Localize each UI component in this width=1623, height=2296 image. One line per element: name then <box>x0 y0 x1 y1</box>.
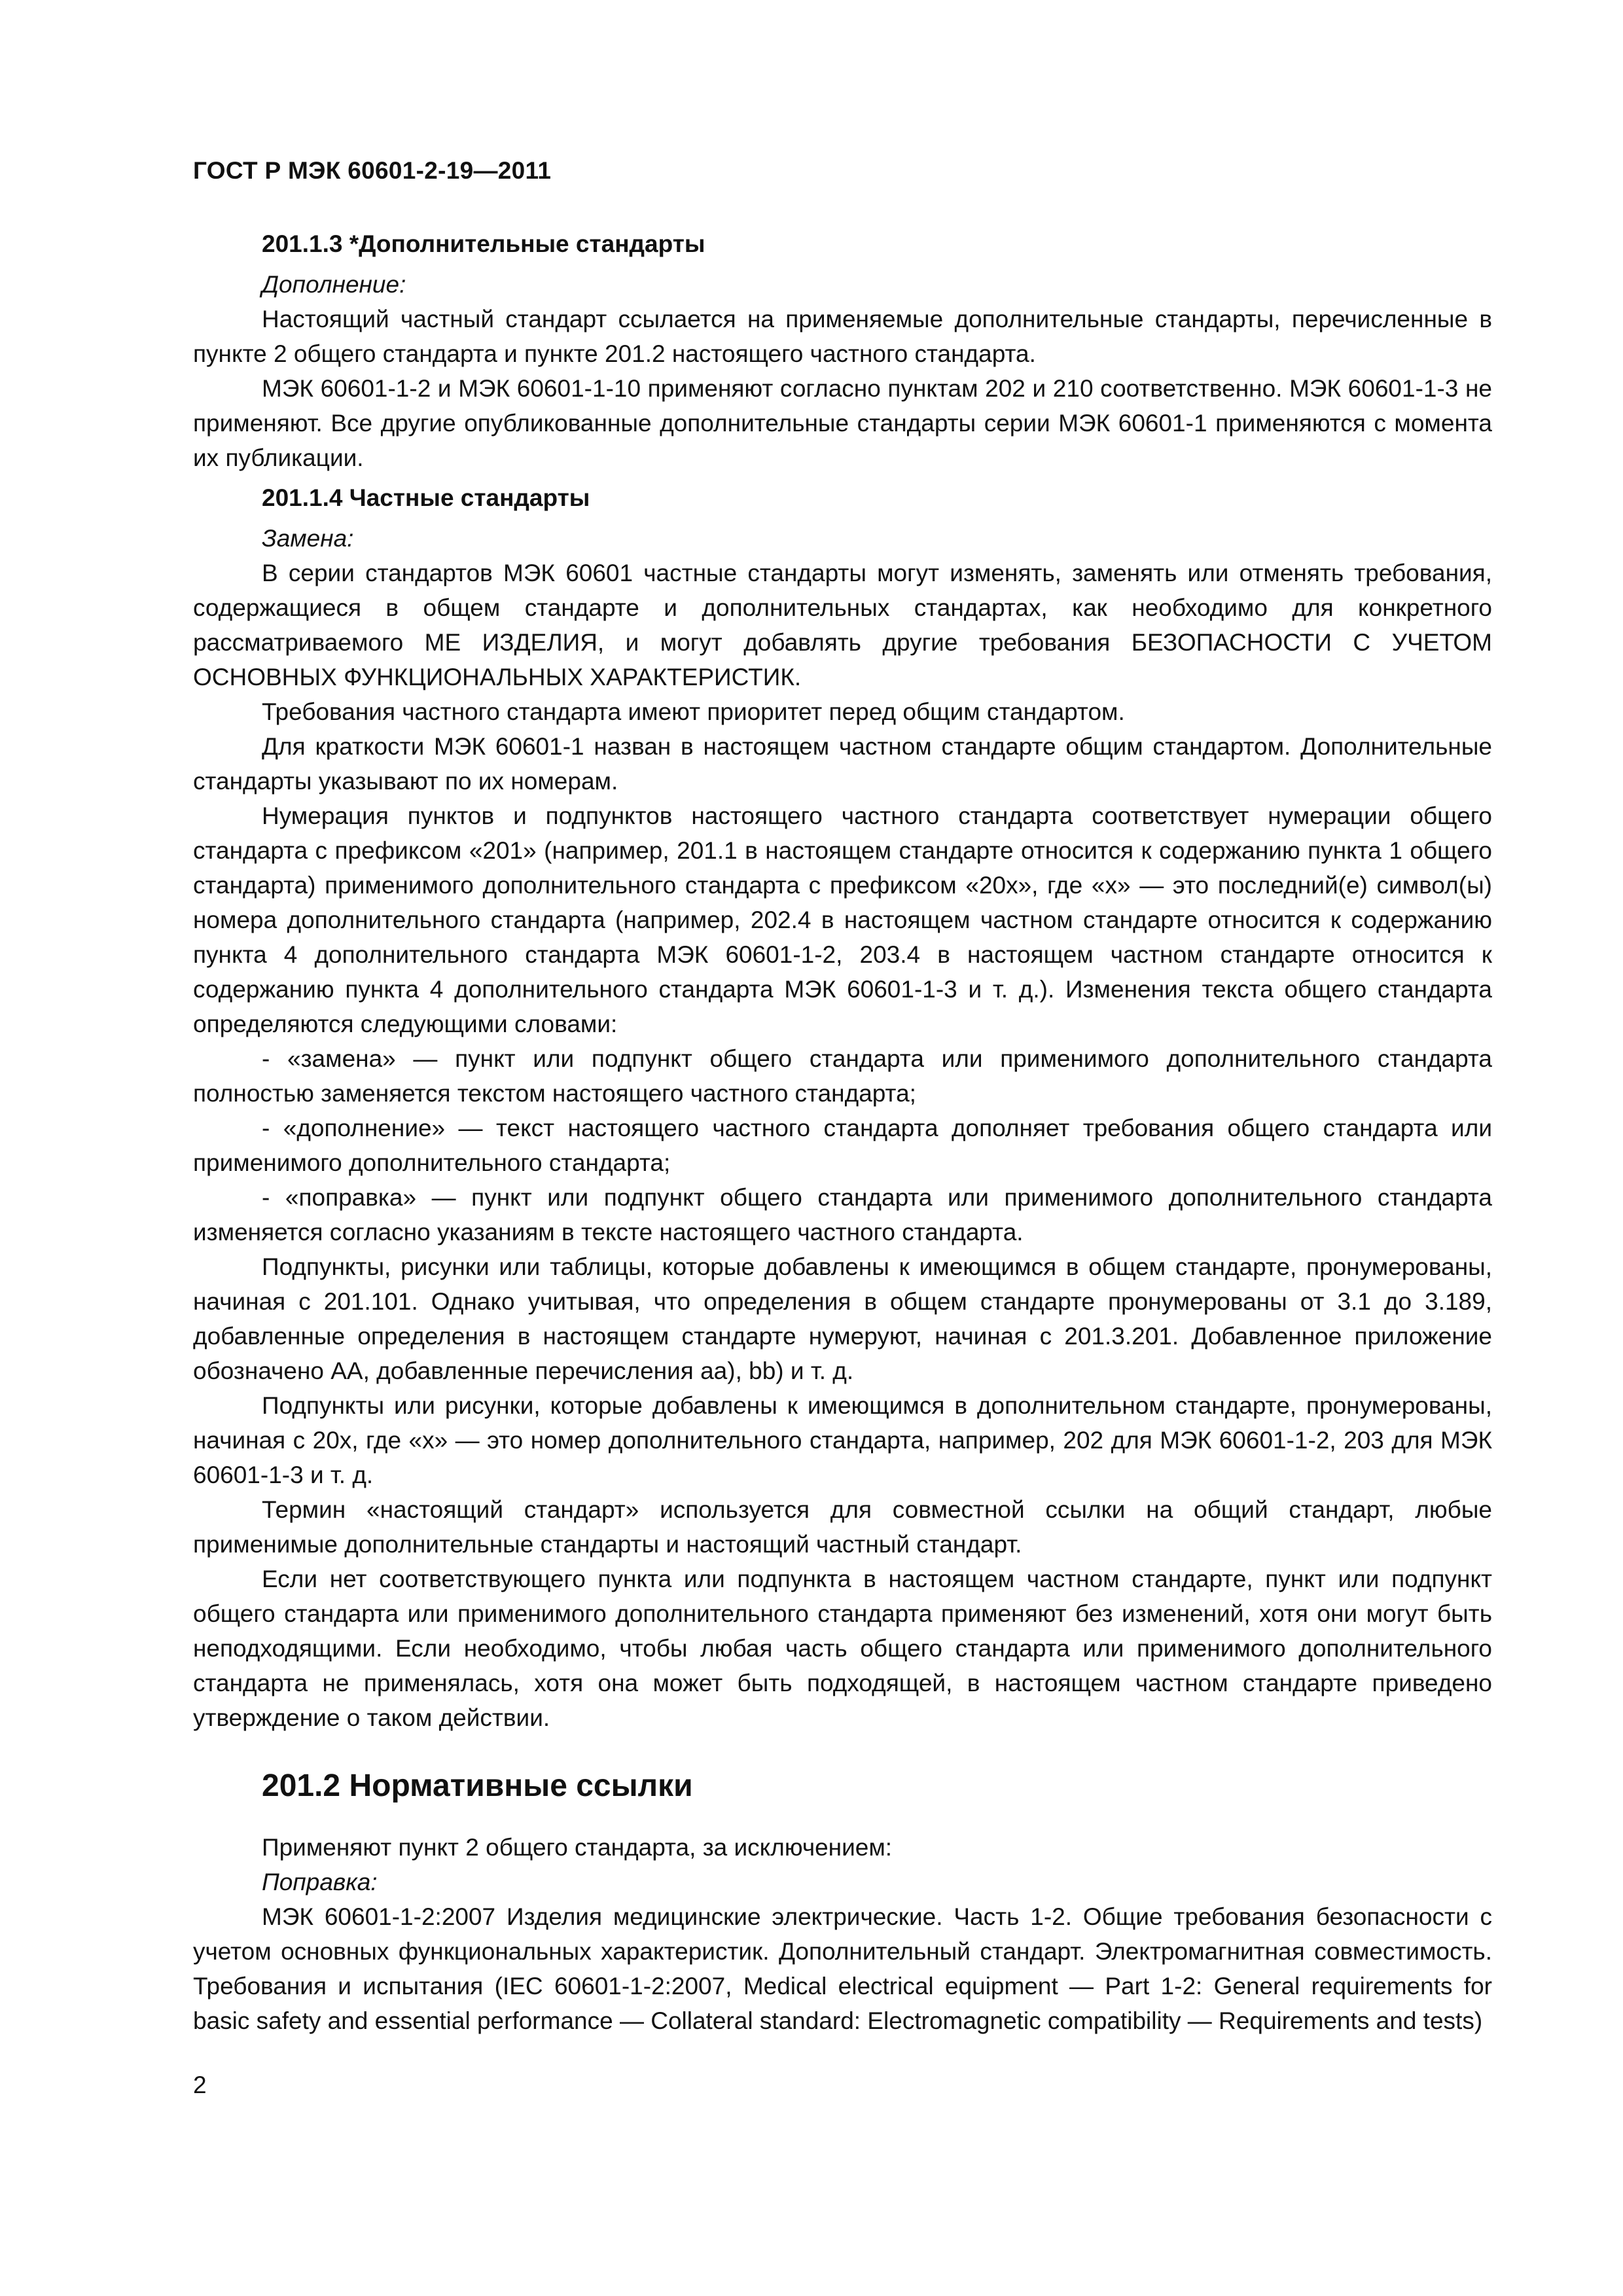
section-201-1-3-paragraph-2: МЭК 60601-1-2 и МЭК 60601-1-10 применяют согласно пунктам 202 и 210 соответственно. МЭК 60601-1-3 не применяют. Все другие опубликованные дополнительные стандарты серии МЭК 60601-1 применяются с момента их публикации. <box>193 375 1492 471</box>
section-201-2-label: Поправка: <box>262 1869 378 1895</box>
section-201-1-4-title: 201.1.4 Частные стандарты <box>262 484 590 511</box>
section-201-1-3-title: 201.1.3 *Дополнительные стандарты <box>262 230 705 257</box>
section-201-1-4-paragraph-8: Если нет соответствующего пункта или подпункта в настоящем частном стандарте, пункт или подпункт общего стандарта или применимого дополнительного стандарта применяют без изменений, хотя они могут быть неподходящими. Если необходимо, чтобы любая часть общего стандарта или применимого дополнительного стандарта не применялась, хотя она может быть подходящей, в настоящем частном стандарте приведено утверждение о таком действии. <box>193 1566 1492 1731</box>
page-number: 2 <box>193 2072 207 2098</box>
section-201-1-4-paragraph-7: Термин «настоящий стандарт» используется для совместной ссылки на общий стандарт, любые применимые дополнительные стандарты и настоящий частный стандарт. <box>193 1496 1492 1558</box>
section-201-1-4-paragraph-5: Подпункты, рисунки или таблицы, которые добавлены к имеющимся в общем стандарте, пронумерованы, начиная с 201.101. Однако учитывая, что определения в общем стандарте пронумерованы от 3.1 до 3.189, добавленные определения в настоящем стандарте нумеруют, начиная с 201.3.201. Добавленное приложение обозначено АА, добавленные перечисления аа), bb) и т. д. <box>193 1253 1492 1384</box>
section-201-1-4-paragraph-1: В серии стандартов МЭК 60601 частные стандарты могут изменять, заменять или отменять требования, содержащиеся в общем стандарте и дополнительных стандартах, как необходимо для конкретного рассматриваемого МЕ ИЗДЕЛИЯ, и могут добавлять другие требования БЕЗОПАСНОСТИ С УЧЕТОМ ОСНОВНЫХ ФУНКЦИОНАЛЬНЫХ ХАРАКТЕРИСТИК. <box>193 560 1492 691</box>
list-item-amendment: - «поправка» — пункт или подпункт общего стандарта или применимого дополнительного стандарта изменяется согласно указаниям в тексте настоящего частного стандарта. <box>193 1184 1492 1246</box>
document-id-header: ГОСТ Р МЭК 60601-2-19—2011 <box>193 157 552 184</box>
section-201-1-4-paragraph-6: Подпункты или рисунки, которые добавлены к имеющимся в дополнительном стандарте, пронумерованы, начиная с 20x, где «x» — это номер дополнительного стандарта, например, 202 для МЭК 60601-1-2, 203 для МЭК 60601-1-3 и т. д. <box>193 1392 1492 1488</box>
list-item-replacement: - «замена» — пункт или подпункт общего стандарта или применимого дополнительного стандарта полностью заменяется текстом настоящего частного стандарта; <box>193 1045 1492 1107</box>
section-201-1-4-paragraph-4: Нумерация пунктов и подпунктов настоящего частного стандарта соответствует нумерации общего стандарта с префиксом «201» (например, 201.1 в настоящем стандарте относится к содержанию пункта 1 общего стандарта) применимого дополнительного стандарта с префиксом «20x», где «x» — это последний(е) символ(ы) номера дополнительного стандарта (например, 202.4 в настоящем частном стандарте относится к содержанию пункта 4 дополнительного стандарта МЭК 60601-1-2, 203.4 в настоящем частном стандарте относится к содержанию пункта 4 дополнительного стандарта МЭК 60601-1-3 и т. д.). Изменения текста общего стандарта определяются следующими словами: <box>193 802 1492 1037</box>
document-page <box>193 157 1492 2038</box>
list-item-addition: - «дополнение» — текст настоящего частного стандарта дополняет требования общего стандарта или применимого дополнительного стандарта; <box>193 1115 1492 1176</box>
section-201-1-4-paragraph-2: Требования частного стандарта имеют приоритет перед общим стандартом. <box>262 698 1125 725</box>
section-201-2-title: 201.2 Нормативные ссылки <box>262 1768 693 1803</box>
section-201-1-3-label: Дополнение: <box>262 271 406 298</box>
section-201-1-4-paragraph-3: Для краткости МЭК 60601-1 назван в настоящем частном стандарте общим стандартом. Дополнительные стандарты указывают по их номерам. <box>193 733 1492 795</box>
section-201-1-4-label: Замена: <box>262 525 354 552</box>
section-201-1-3-paragraph-1: Настоящий частный стандарт ссылается на применяемые дополнительные стандарты, перечисленные в пункте 2 общего стандарта и пункте 201.2 настоящего частного стандарта. <box>193 306 1492 367</box>
section-201-2-reference: МЭК 60601-1-2:2007 Изделия медицинские электрические. Часть 1-2. Общие требования безопасности с учетом основных функциональных характеристик. Дополнительный стандарт. Электромагнитная совместимость. Требования и испытания (IEC 60601-1-2:2007, Medical electrical equipment — Part 1-2: General requirements for basic safety and essential performance — Collateral standard: Electromagnetic compatibility — Requirements and tests) <box>193 1903 1492 2034</box>
section-201-2-paragraph-1: Применяют пункт 2 общего стандарта, за исключением: <box>262 1834 893 1861</box>
